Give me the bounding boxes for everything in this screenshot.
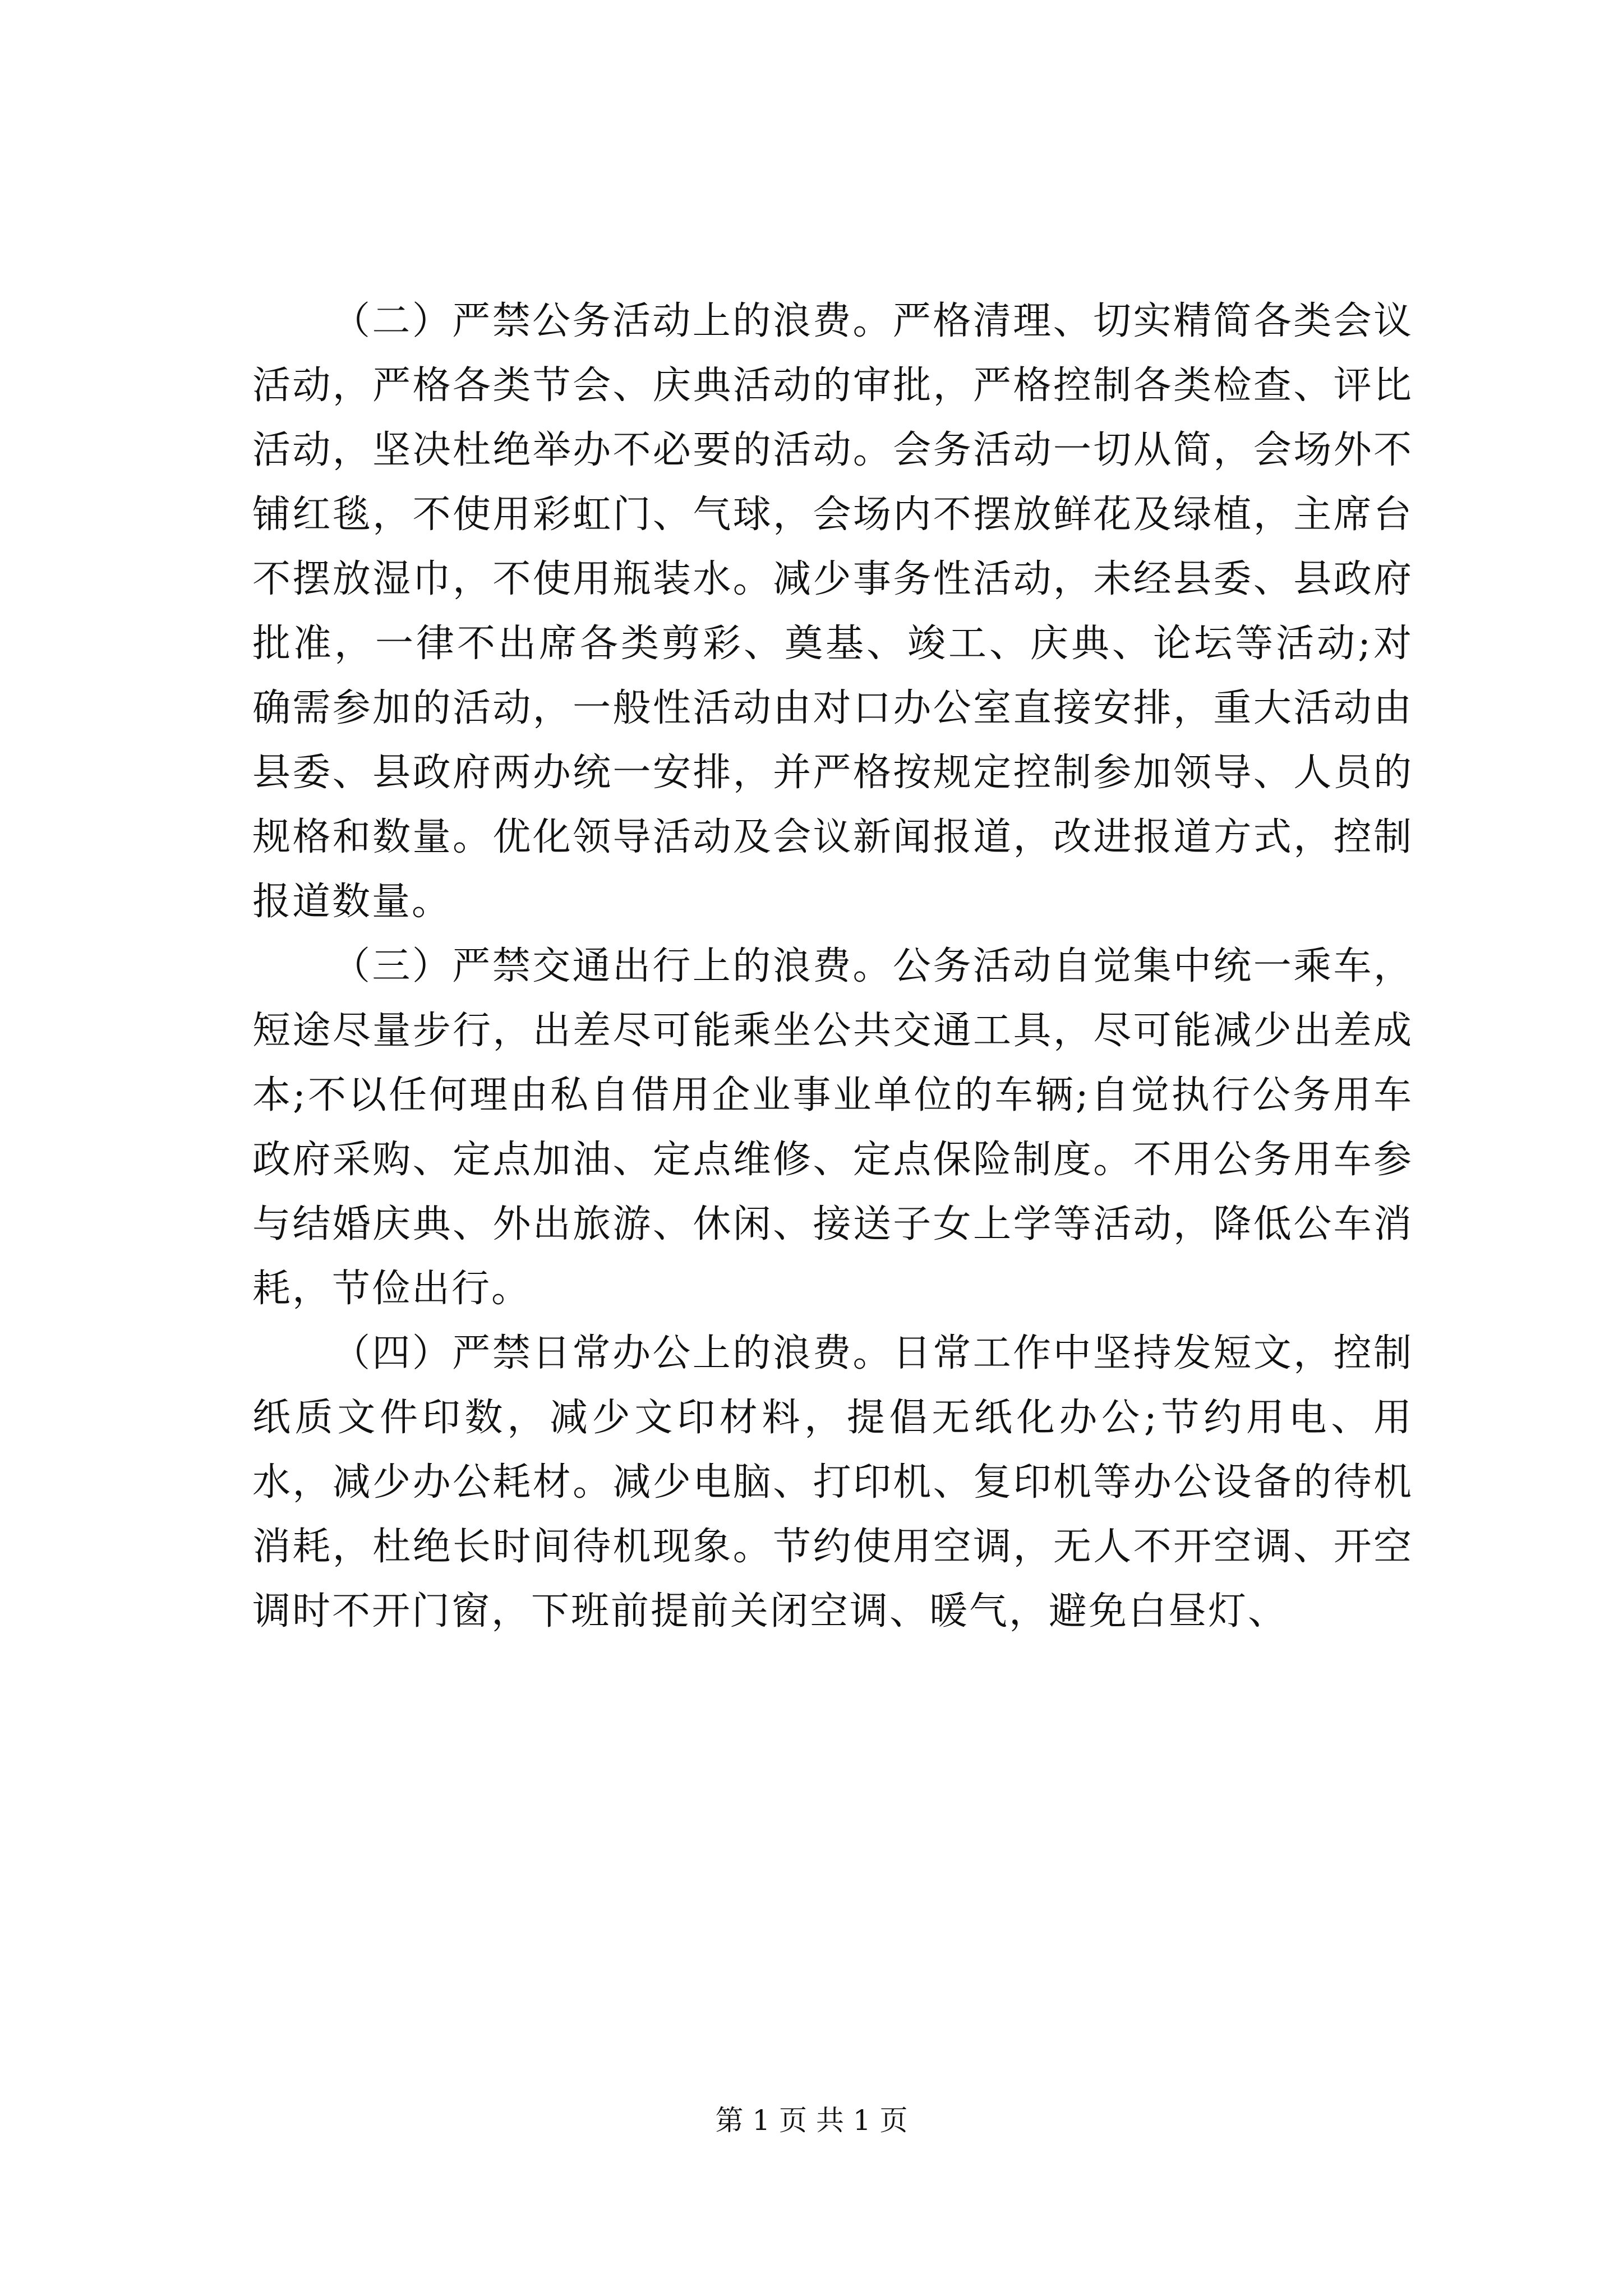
paragraph-2: （二）严禁公务活动上的浪费。严格清理、切实精简各类会议活动，严格各类节会、庆典活动的审批，严格控制各类检查、评比活动，坚决杜绝举办不必要的活动。会务活动一切从简，会场外不铺红毯，不使用彩虹门、气球，会场内不摆放鲜花及绿植，主席台不摆放湿巾，不使用瓶装水。减少事务性活动，未经县委、县政府批准，一律不出席各类剪彩、奠基、竣工、庆典、论坛等活动;对确需参加的活动，一般性活动由对口办公室直接安排，重大活动由县委、县政府两办统一安排，并严格按规定控制参加领导、人员的规格和数量。优化领导活动及会议新闻报道，改进报道方式，控制报道数量。 (252, 299, 1413, 924)
paragraph-4: （四）严禁日常办公上的浪费。日常工作中坚持发短文，控制纸质文件印数，减少文印材料，提倡无纸化办公;节约用电、用水，减少办公耗材。减少电脑、打印机、复印机等办公设备的待机消耗，杜绝长时间待机现象。节约使用空调，无人不开空调、开空调时不开门窗，下班前提前关闭空调、暖气，避免白昼灯、 (252, 1331, 1413, 1634)
paragraph-3: （三）严禁交通出行上的浪费。公务活动自觉集中统一乘车，短途尽量步行，出差尽可能乘坐公共交通工具，尽可能减少出差成本;不以任何理由私自借用企业事业单位的车辆;自觉执行公务用车政府采购、定点加油、定点维修、定点保险制度。不用公务用车参与结婚庆典、外出旅游、休闲、接送子女上学等活动，降低公车消耗，节俭出行。 (252, 944, 1413, 1311)
document-body (252, 289, 1413, 1644)
page-footer: 第 1 页 共 1 页 (715, 2104, 908, 2137)
